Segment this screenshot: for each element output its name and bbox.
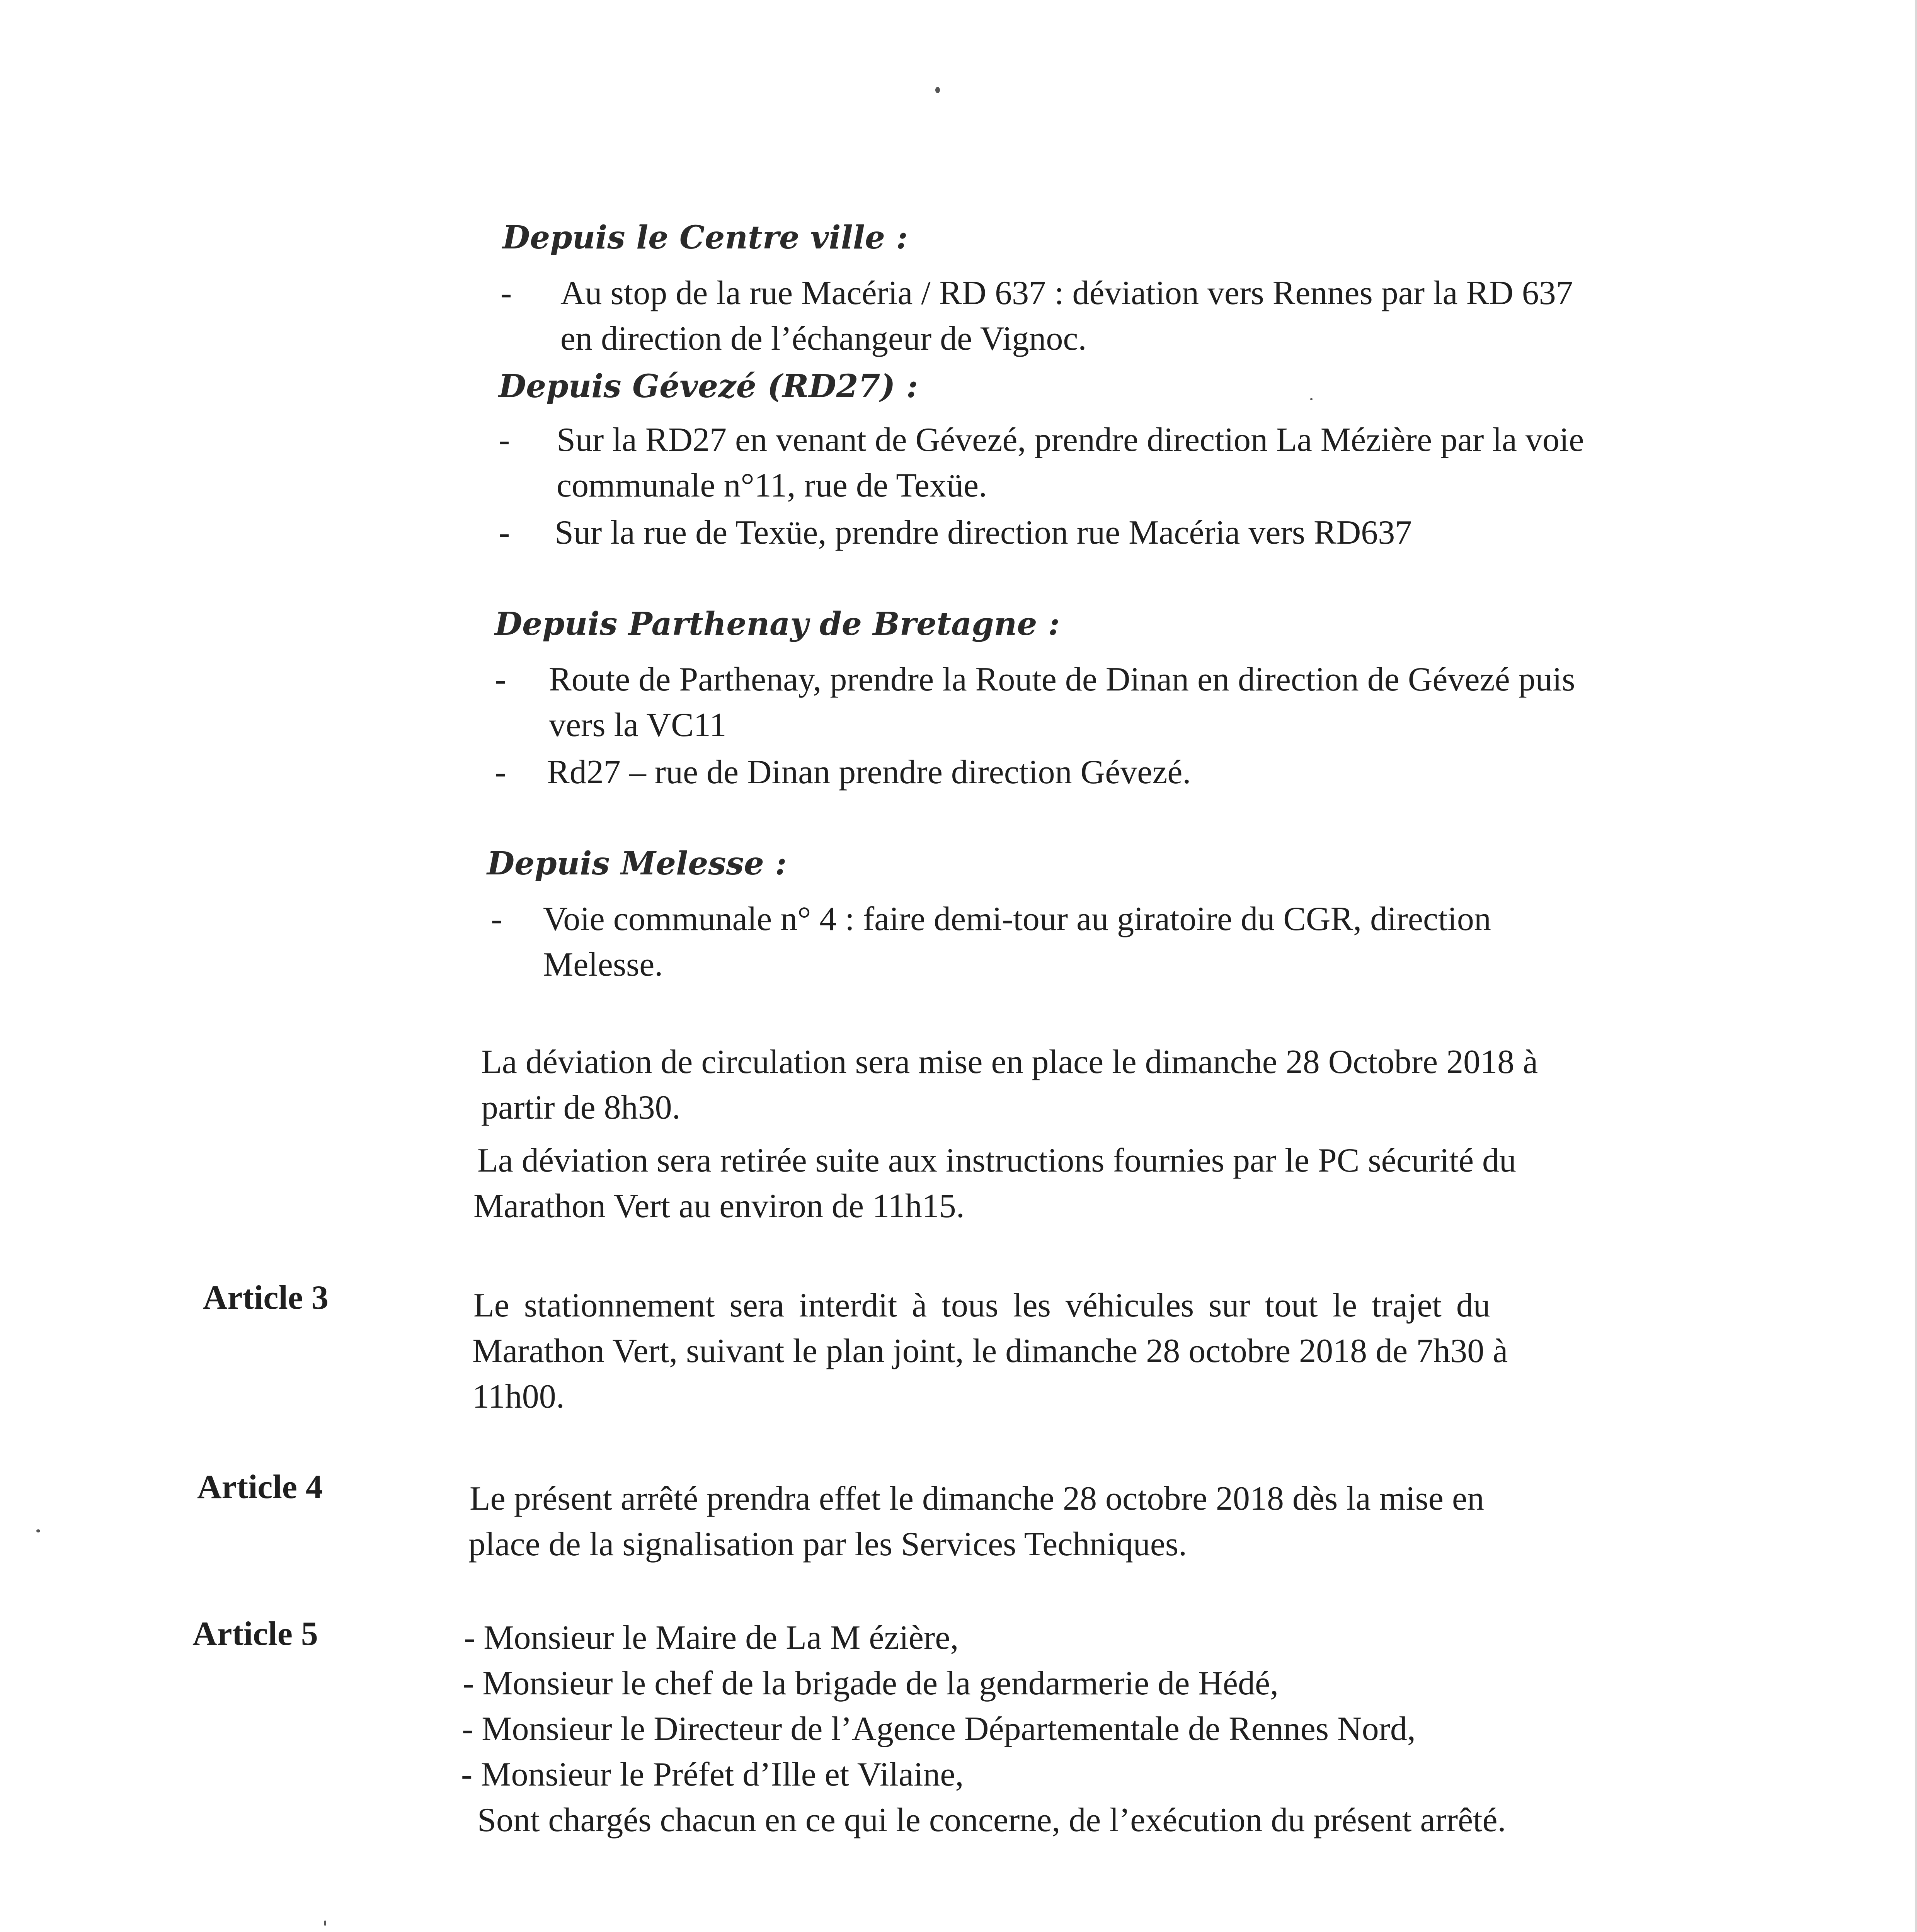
parthenay-item-line: Route de Parthenay, prendre la Route de Dinan en direction de Gévezé puis [549, 661, 1575, 698]
article-3-line: Marathon Vert, suivant le plan joint, le dimanche 28 octobre 2018 de 7h30 à [472, 1332, 1508, 1370]
scan-speck [36, 1529, 40, 1532]
deviation-line: Marathon Vert au environ de 11h15. [473, 1187, 965, 1225]
bullet-dash: - [499, 421, 510, 459]
section-heading-geveze: Depuis Gévezé (RD27) : [499, 368, 918, 405]
scan-speck [935, 87, 940, 93]
article-5-line: - Monsieur le chef de la brigade de la gendarmerie de Hédé, [463, 1665, 1279, 1702]
bullet-dash: - [491, 900, 502, 938]
article-5-line: - Monsieur le Préfet d’Ille et Vilaine, [461, 1756, 964, 1793]
article-5-line: - Monsieur le Directeur de l’Agence Départementale de Rennes Nord, [462, 1710, 1416, 1748]
scan-edge [1915, 0, 1917, 1932]
article-4-label: Article 4 [197, 1468, 323, 1506]
melesse-item-line: Melesse. [543, 946, 663, 983]
scan-speck [1310, 398, 1313, 400]
article-5-line: Sont chargés chacun en ce qui le concerne, de l’exécution du présent arrêté. [477, 1801, 1506, 1839]
deviation-line: La déviation sera retirée suite aux instructions fournies par le PC sécurité du [477, 1142, 1517, 1179]
geveze-item-line: Sur la rue de Texüe, prendre direction rue Macéria vers RD637 [555, 514, 1412, 551]
centre-ville-item-line: Au stop de la rue Macéria / RD 637 : déviation vers Rennes par la RD 637 [560, 274, 1573, 312]
geveze-item-line: Sur la RD27 en venant de Gévezé, prendre direction La Mézière par la voie [557, 421, 1584, 459]
geveze-item-line: communale n°11, rue de Texüe. [557, 467, 987, 504]
section-heading-parthenay: Depuis Parthenay de Bretagne : [495, 605, 1060, 643]
parthenay-item-line: vers la VC11 [549, 706, 727, 744]
deviation-line: La déviation de circulation sera mise en place le dimanche 28 Octobre 2018 à [481, 1043, 1538, 1081]
bullet-dash: - [499, 514, 510, 551]
melesse-item-line: Voie communale n° 4 : faire demi-tour au giratoire du CGR, direction [543, 900, 1491, 938]
bullet-dash: - [495, 661, 506, 698]
centre-ville-item-line: en direction de l’échangeur de Vignoc. [560, 320, 1087, 357]
article-3-line: Le stationnement sera interdit à tous les véhicules sur tout le trajet du [473, 1287, 1490, 1324]
article-3-line: 11h00. [472, 1378, 565, 1415]
scan-speck [324, 1920, 326, 1926]
article-5-label: Article 5 [192, 1615, 318, 1653]
article-4-line: place de la signalisation par les Services Techniques. [468, 1526, 1187, 1563]
deviation-line: partir de 8h30. [481, 1089, 681, 1126]
section-heading-melesse: Depuis Melesse : [487, 845, 787, 882]
parthenay-item-line: Rd27 – rue de Dinan prendre direction Gévezé. [547, 753, 1191, 791]
article-4-line: Le présent arrêté prendra effet le dimanche 28 octobre 2018 dès la mise en [470, 1480, 1485, 1517]
bullet-dash: - [495, 753, 506, 791]
article-3-label: Article 3 [203, 1279, 329, 1316]
section-heading-centre-ville: Depuis le Centre ville : [502, 219, 908, 256]
bullet-dash: - [501, 274, 512, 312]
article-5-line: - Monsieur le Maire de La M ézière, [464, 1619, 959, 1656]
melesse-item-text [543, 896, 1677, 988]
